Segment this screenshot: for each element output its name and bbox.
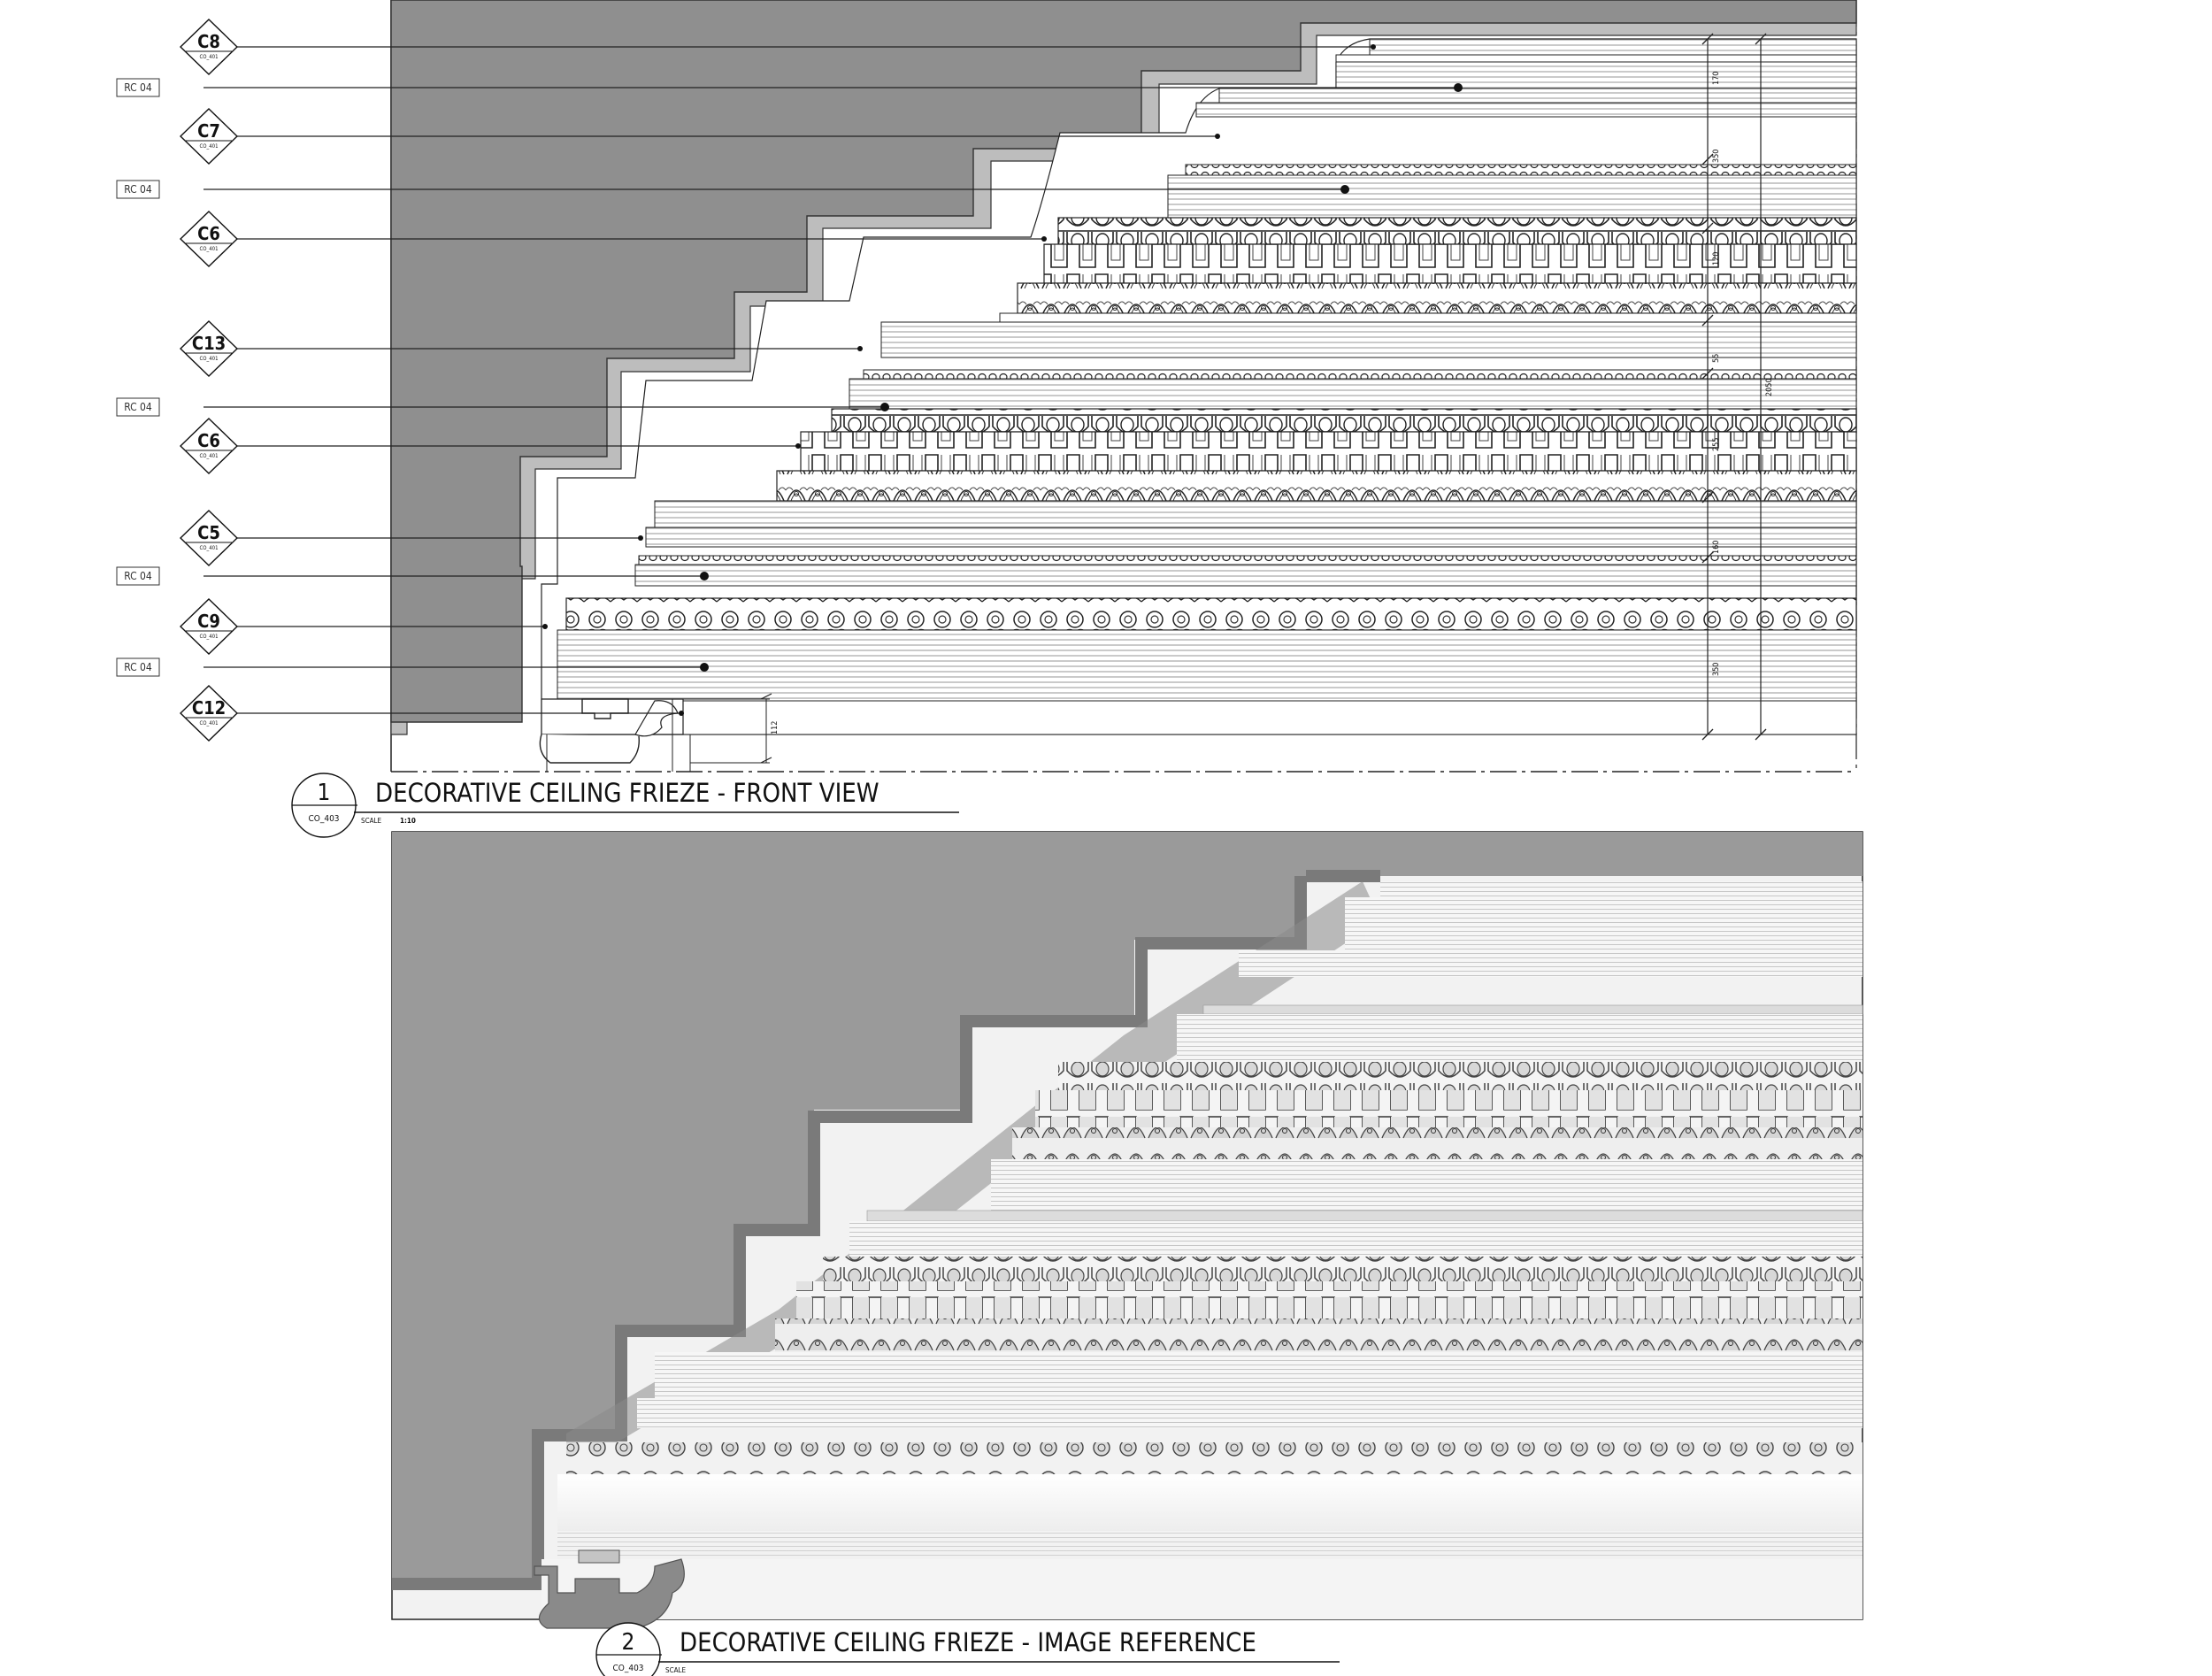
tag-c8-ref: CO_401 bbox=[199, 54, 219, 60]
tag-c13-ref: CO_401 bbox=[199, 356, 219, 362]
rc-label-4: RC 04 bbox=[124, 570, 152, 582]
tag-c6-upper[interactable] bbox=[180, 211, 237, 266]
dim-120: 120 bbox=[1712, 251, 1721, 265]
dim-55: 55 bbox=[1712, 353, 1721, 363]
dim-255: 255 bbox=[1712, 437, 1721, 451]
view2-title-block bbox=[596, 1623, 1340, 1676]
rc-box-5[interactable] bbox=[117, 658, 159, 676]
rc-label-3: RC 04 bbox=[124, 401, 152, 413]
dim-350b: 350 bbox=[1712, 662, 1721, 676]
tag-c12[interactable] bbox=[180, 686, 237, 741]
tag-c9-ref: CO_401 bbox=[199, 634, 219, 640]
rc-box-2[interactable] bbox=[117, 181, 159, 198]
tag-c13-code: C13 bbox=[191, 333, 227, 354]
view1-number: 1 bbox=[317, 780, 331, 806]
view1-scale-label: SCALE bbox=[361, 817, 382, 825]
tag-c6a-ref: CO_401 bbox=[199, 246, 219, 252]
dim-112: 112 bbox=[771, 720, 780, 734]
tag-c8-code: C8 bbox=[197, 31, 220, 52]
tag-c8[interactable] bbox=[180, 19, 237, 74]
image-reference-rendering bbox=[392, 832, 1863, 1676]
tag-c6-lower[interactable] bbox=[180, 419, 237, 473]
tag-c12-ref: CO_401 bbox=[199, 720, 219, 727]
tag-c9-code: C9 bbox=[197, 611, 220, 632]
tag-c12-code: C12 bbox=[191, 697, 227, 719]
tag-c6b-code: C6 bbox=[197, 430, 220, 451]
tag-c9[interactable] bbox=[180, 599, 237, 654]
view1-scale-value: 1:10 bbox=[400, 817, 416, 825]
tag-c13[interactable] bbox=[180, 321, 237, 376]
rc-label-5: RC 04 bbox=[124, 661, 152, 673]
rc-label-2: RC 04 bbox=[124, 183, 152, 196]
tag-c5-ref: CO_401 bbox=[199, 545, 219, 551]
dim-170: 170 bbox=[1712, 71, 1721, 85]
rc-box-1[interactable] bbox=[117, 79, 159, 96]
dim-160: 160 bbox=[1712, 540, 1721, 554]
view2-number: 2 bbox=[621, 1629, 635, 1656]
tag-c5-code: C5 bbox=[197, 522, 220, 543]
view2-sheet-ref: CO_403 bbox=[612, 1664, 644, 1673]
rc-box-4[interactable] bbox=[117, 567, 159, 585]
dim-2050: 2050 bbox=[1765, 378, 1774, 396]
view2-scale-label: SCALE bbox=[665, 1666, 687, 1674]
tag-c7[interactable] bbox=[180, 109, 237, 164]
rc-box-3[interactable] bbox=[117, 398, 159, 416]
tag-c5[interactable] bbox=[180, 511, 237, 565]
tag-c7-code: C7 bbox=[197, 120, 220, 142]
view1-title-block bbox=[292, 773, 959, 837]
front-view-drawing bbox=[117, 0, 1856, 837]
dim-350: 350 bbox=[1712, 149, 1721, 163]
tag-c7-ref: CO_401 bbox=[199, 143, 219, 150]
tag-c6a-code: C6 bbox=[197, 223, 220, 244]
view2-title: DECORATIVE CEILING FRIEZE - IMAGE REFERENCE bbox=[680, 1627, 1256, 1657]
view1-sheet-ref: CO_403 bbox=[308, 814, 340, 824]
tag-c6b-ref: CO_401 bbox=[199, 453, 219, 459]
rc-label-1: RC 04 bbox=[124, 81, 152, 94]
view1-title: DECORATIVE CEILING FRIEZE - FRONT VIEW bbox=[375, 778, 879, 808]
